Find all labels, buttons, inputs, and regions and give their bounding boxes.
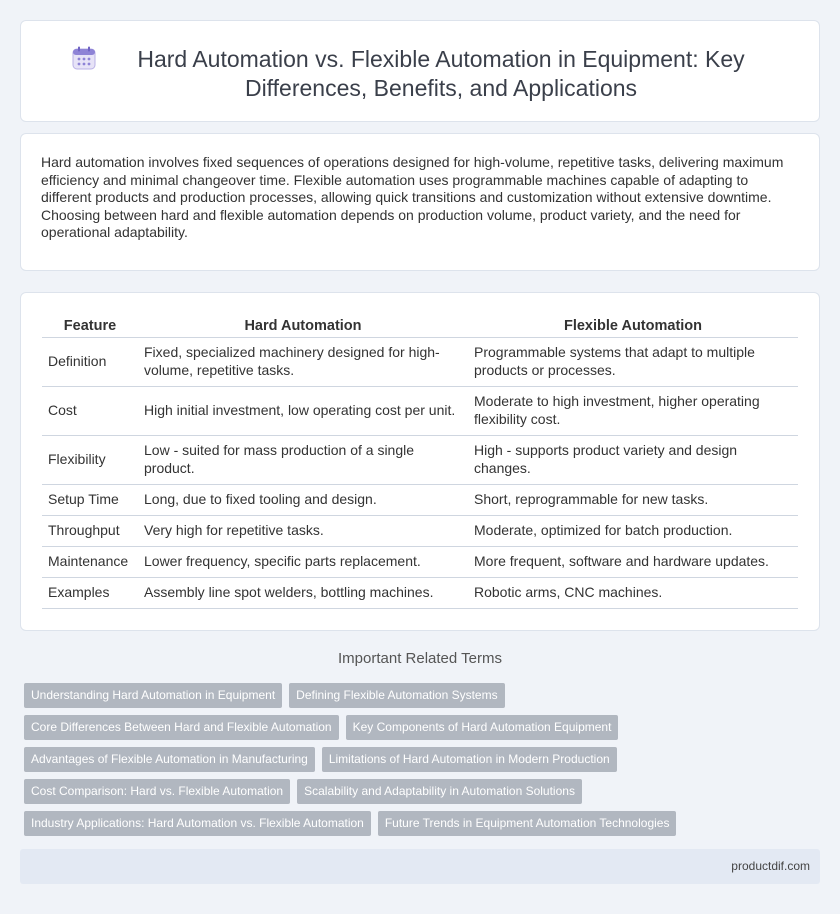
comparison-table	[42, 315, 798, 609]
table-row	[42, 546, 798, 577]
table-header-row	[42, 315, 798, 337]
related-term-link[interactable]: Understanding Hard Automation in Equipment	[24, 683, 282, 708]
related-terms-heading: Important Related Terms	[338, 650, 502, 667]
related-term-link[interactable]: Scalability and Adaptability in Automation Solutions	[297, 779, 582, 804]
hard-automation-cell: High initial investment, low operating cost per unit.	[138, 386, 468, 435]
hard-automation-cell: Very high for repetitive tasks.	[138, 515, 468, 546]
feature-cell: Setup Time	[42, 484, 138, 515]
related-terms-list	[24, 683, 814, 843]
column-header-flexible-automation: Flexible Automation	[468, 315, 798, 337]
footer-site-link[interactable]: productdif.com	[731, 859, 810, 873]
flexible-automation-cell: Short, reprogrammable for new tasks.	[468, 484, 798, 515]
related-term-link[interactable]: Industry Applications: Hard Automation vs. Flexible Automation	[24, 811, 371, 836]
page-title: Hard Automation vs. Flexible Automation in Equipment: Key Differences, Benefits, and Applications	[137, 46, 745, 101]
hard-automation-cell: Long, due to fixed tooling and design.	[138, 484, 468, 515]
related-term-link[interactable]: Future Trends in Equipment Automation Technologies	[378, 811, 677, 836]
feature-cell: Throughput	[42, 515, 138, 546]
flexible-automation-cell: More frequent, software and hardware updates.	[468, 546, 798, 577]
intro-card	[20, 133, 820, 271]
calendar-icon	[71, 45, 97, 71]
related-term-link[interactable]: Defining Flexible Automation Systems	[289, 683, 504, 708]
table-row	[42, 484, 798, 515]
hard-automation-cell: Assembly line spot welders, bottling machines.	[138, 577, 468, 608]
footer-bar	[20, 849, 820, 884]
related-term-link[interactable]: Key Components of Hard Automation Equipment	[346, 715, 619, 740]
tag-row	[24, 779, 814, 804]
related-term-link[interactable]: Advantages of Flexible Automation in Manufacturing	[24, 747, 315, 772]
column-header-feature: Feature	[42, 315, 138, 337]
feature-cell: Maintenance	[42, 546, 138, 577]
table-row	[42, 577, 798, 608]
flexible-automation-cell: Robotic arms, CNC machines.	[468, 577, 798, 608]
hard-automation-cell: Lower frequency, specific parts replacement.	[138, 546, 468, 577]
intro-paragraph: Hard automation involves fixed sequences of operations designed for high-volume, repetitive tasks, delivering maximum efficiency and minimal changeover time. Flexible automation uses programmable machines capable of adapting to different products and production processes, allowing quick transitions and customization without extensive downtime. Choosing between hard and flexible automation depends on production volume, product variety, and the need for operational adaptability.	[41, 154, 784, 240]
header-card	[20, 20, 820, 122]
feature-cell: Flexibility	[42, 435, 138, 484]
feature-cell: Examples	[42, 577, 138, 608]
flexible-automation-cell: High - supports product variety and design changes.	[468, 435, 798, 484]
tag-row	[24, 747, 814, 772]
comparison-table-card	[20, 292, 820, 631]
table-row	[42, 435, 798, 484]
column-header-hard-automation: Hard Automation	[138, 315, 468, 337]
table-row	[42, 515, 798, 546]
tag-row	[24, 811, 814, 836]
flexible-automation-cell: Moderate, optimized for batch production.	[468, 515, 798, 546]
feature-cell: Cost	[42, 386, 138, 435]
tag-row	[24, 715, 814, 740]
table-row	[42, 386, 798, 435]
hard-automation-cell: Low - suited for mass production of a single product.	[138, 435, 468, 484]
related-term-link[interactable]: Cost Comparison: Hard vs. Flexible Automation	[24, 779, 290, 804]
flexible-automation-cell: Moderate to high investment, higher operating flexibility cost.	[468, 386, 798, 435]
hard-automation-cell: Fixed, specialized machinery designed for high-volume, repetitive tasks.	[138, 337, 468, 386]
related-term-link[interactable]: Limitations of Hard Automation in Modern Production	[322, 747, 617, 772]
tag-row	[24, 683, 814, 708]
flexible-automation-cell: Programmable systems that adapt to multiple products or processes.	[468, 337, 798, 386]
table-row	[42, 337, 798, 386]
feature-cell: Definition	[42, 337, 138, 386]
related-term-link[interactable]: Core Differences Between Hard and Flexible Automation	[24, 715, 339, 740]
